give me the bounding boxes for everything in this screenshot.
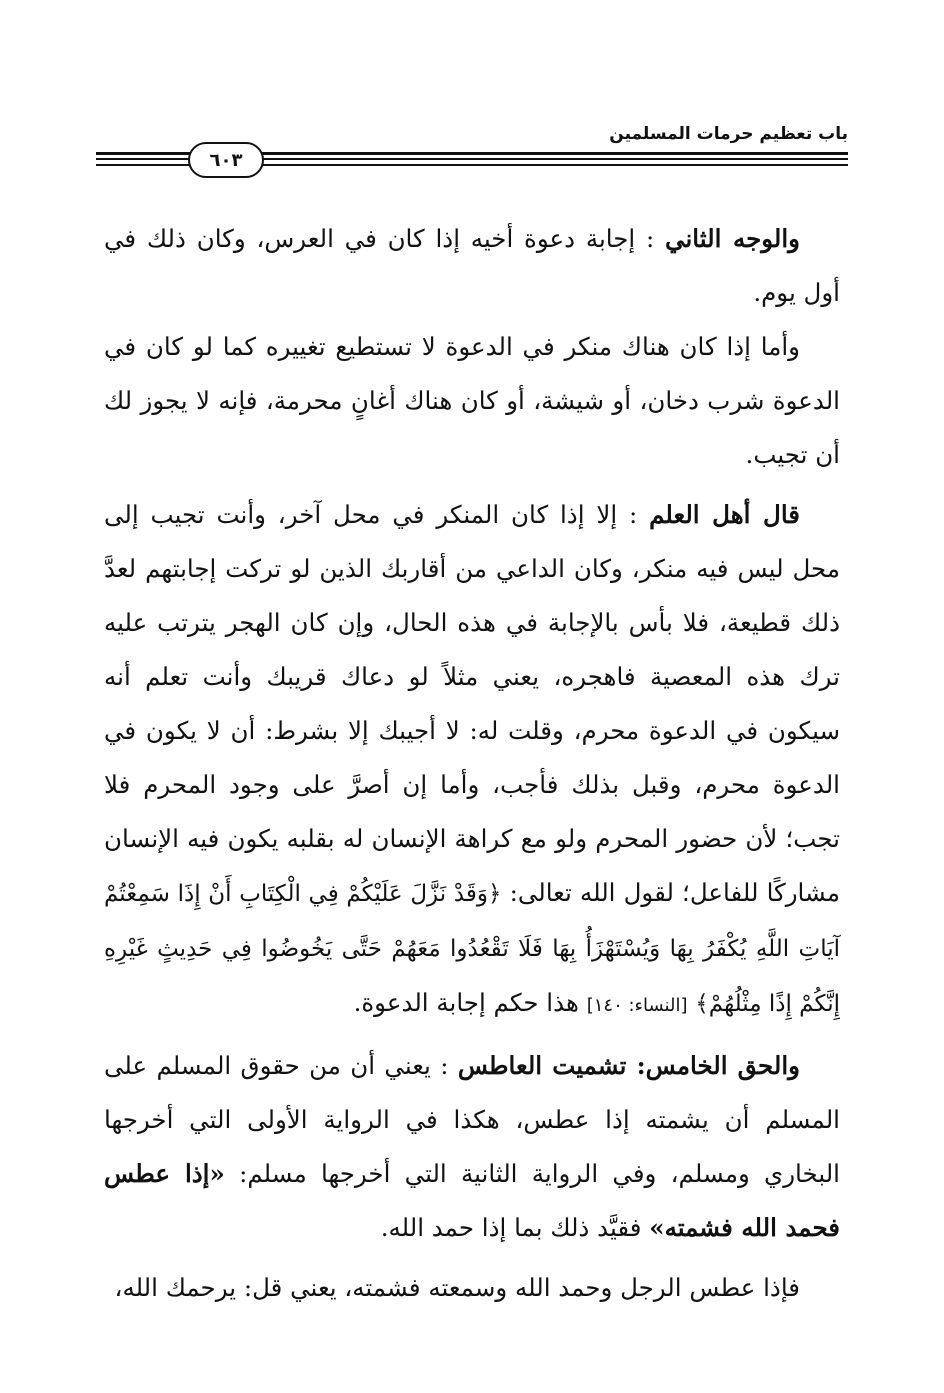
paragraph-4-tail: فقيَّد ذلك بما إذا حمد الله. — [380, 1213, 642, 1242]
paragraph-3 — [104, 488, 840, 1033]
verse-reference: [النساء: ١٤٠] — [586, 995, 688, 1016]
paragraph-3-tail: هذا حكم إجابة الدعوة. — [353, 988, 579, 1017]
paragraph-4-text: : يعني أن من حقوق المسلم على المسلم أن يشمته إذا عطس، هكذا في الرواية الأولى التي أخرجها البخاري ومسلم، وفي الرواية الثانية التي أخرجها مسلم: — [104, 1051, 840, 1188]
page-header — [96, 120, 848, 180]
paragraph-3-text: : إلا إذا كان المنكر في محل آخر، وأنت تجيب إلى محل ليس فيه منكر، وكان الداعي من أقاربك الذين لو تركت إجابتهم لعدَّ ذلك قطيعة، فلا بأس بالإجابة في هذه الحال، وإن كان الهجر يترتب عليه ترك هذه المعصية فاهجره، يعني مثلاً لو دعاك قريبك وأنت تعلم أنه سيكون في الدعوة محرم، وقلت له: لا أجيبك إلا بشرط: أن لا يكون في الدعوة محرم، وقبل بذلك فأجب، وأما إن أصرَّ على وجود المحرم فلا تجب؛ لأن حضور المحرم ولو مع كراهة الإنسان له بقلبه يكون فيه الإنسان مشاركًا للفاعل؛ لقول الله تعالى: — [104, 500, 840, 907]
paragraph-2 — [104, 320, 840, 482]
page-body — [104, 212, 840, 1315]
paragraph-1-lead: والوجه الثاني — [665, 224, 800, 253]
paragraph-4 — [104, 1039, 840, 1255]
running-title: باب تعظيم حرمات المسلمين — [609, 124, 848, 144]
hadith-quote: «إذا عطس فحمد الله فشمته» — [104, 1159, 840, 1242]
quran-verse: ﴿وَقَدْ نَزَّلَ عَلَيْكُمْ فِي الْكِتَابِ أَنْ إِذَا سَمِعْتُمْ آيَاتِ اللَّهِ يُكْفَرُ بِهَا وَيُسْتَهْزَأُ بِهَا فَلَا تَقْعُدُوا مَعَهُمْ حَتَّى يَخُوضُوا فِي حَدِيثٍ غَيْرِهِ إِنَّكُمْ إِذًا مِثْلُهُمْ﴾ — [104, 881, 840, 1017]
paragraph-2-text: وأما إذا كان هناك منكر في الدعوة لا تستطيع تغييره كما لو كان في الدعوة شرب دخان، أو شيشة، أو كان هناك أغانٍ محرمة، فإنه لا يجوز لك أن تجيب. — [104, 332, 840, 469]
paragraph-5 — [104, 1261, 840, 1315]
paragraph-3-lead: قال أهل العلم — [649, 500, 801, 529]
paragraph-1 — [104, 212, 840, 320]
paragraph-1-text: : إجابة دعوة أخيه إذا كان في العرس، وكان ذلك في أول يوم. — [104, 224, 840, 307]
page-number: ٦٠٣ — [188, 142, 264, 178]
paragraph-5-text: فإذا عطس الرجل وحمد الله وسمعته فشمته، يعني قل: يرحمك الله، — [114, 1273, 800, 1302]
paragraph-4-lead: والحق الخامس: تشميت العاطس — [457, 1051, 800, 1080]
